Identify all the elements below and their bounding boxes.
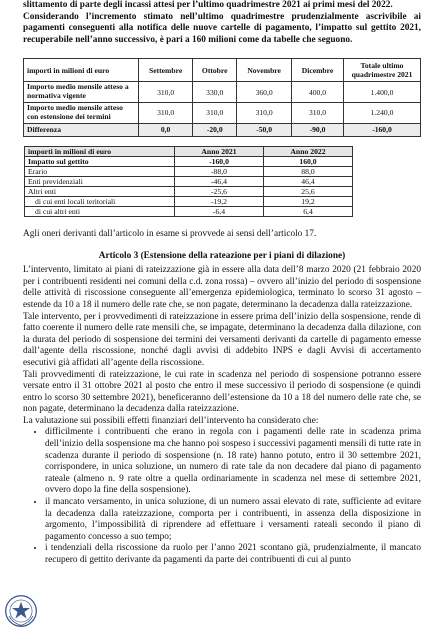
article-paragraph: La valutazione sui possibili effetti finanziari dell’intervento ha considerato che:	[23, 415, 319, 426]
table-cell: -20,0	[193, 123, 237, 136]
table-row	[25, 176, 353, 186]
row-label: Importo medio mensile atteso a normativa vigente	[24, 82, 139, 103]
table-cell: -90,0	[292, 123, 344, 136]
table-cell: -50,0	[237, 123, 292, 136]
table-row	[25, 206, 353, 216]
table-cell: 400,0	[292, 82, 344, 103]
article-paragraph: Tali provvedimenti di rateizzazione, le cui rate in scadenza nel periodo di sospensione potranno essere versate entro il 31 ottobre 2021 al posto che entro il mese successivo il periodo di sospensione (e quindi entro lo scorso 30 settembre 2021), beneficeranno dell’estensione da 10 a 18 del numero delle rate che, se non pagate, determinano la decadenza dalla rateizzazione.	[23, 369, 421, 415]
table-cell: 310,0	[292, 102, 344, 123]
table-header-row	[25, 146, 353, 156]
table-header-cell: importi in milioni di euro	[24, 59, 139, 82]
table-cell: -46,4	[175, 176, 264, 186]
row-label: Altri enti	[25, 186, 175, 196]
row-label: Erario	[25, 166, 175, 176]
table-cell: -160,0	[344, 123, 421, 136]
table-cell: 46,4	[264, 176, 353, 186]
list-item: • difficilmente i contribuenti che erano in regola con i pagamenti delle rate in scadenza prima dell’inizio della sospensione ma che hanno poi sospeso i successivi pagamenti mensili di tutte rate in scadenza durante il periodo di sospensione (n. 18 rate) hanno potuto, entro il 30 settembre 2021, corrispondere, in unica soluzione, un numero di rate tale da non decadere dal piano di pagamento rateale (almeno n. 9 rate oltre a quella ordinariamente in scadenza nel mese di settembre 2021, ovvero dopo la fine della sospensione).	[45, 427, 421, 497]
table-row	[25, 156, 353, 166]
table-row	[24, 82, 421, 103]
table-cell: -19,2	[175, 196, 264, 206]
table-cell: 6,4	[264, 206, 353, 216]
table-cell: -6,4	[175, 206, 264, 216]
table-header-cell: importi in milioni di euro	[25, 146, 175, 156]
table-cell: 88,0	[264, 166, 353, 176]
table-row	[25, 166, 353, 176]
table-cell: -160,0	[175, 156, 264, 166]
table-row	[24, 102, 421, 123]
list-item: • il mancato versamento, in unica soluzione, di un numero assai elevato di rate, sufficiente ad evitare la decadenza dalla rateizzazione, comporta per i contribuenti, in assenza della disposizione in argomento, l’impossibilità di riprendere ad effettuare i versamenti rateali secondo il piano di pagamento concesso a suo tempo;	[45, 497, 421, 543]
monthly-amounts-table	[23, 58, 421, 136]
table-cell: 330,0	[193, 82, 237, 103]
funding-note: Agli oneri derivanti dall’articolo in esame si provvede ai sensi dell’articolo 17.	[23, 228, 317, 239]
table-header-cell: Totale ultimo quadrimestre 2021	[344, 59, 421, 82]
article-paragraph: Tale intervento, per i provvedimenti di rateizzazione in essere prima dell’inizio della sospensione, rende di fatto coerente il numero delle rate mensili che, se impagate, determinano la decadenza dalla dilazione, con la durata del periodo di sospensione dei termini dei versamenti derivanti da cartelle di pagamento emesse dall’agente della riscossione, nonché dagli avvisi di addebito INPS e dagli Avvisi di accertamento esecutivi già affidati all’agente della riscossione.	[23, 311, 421, 368]
table-header-cell: Anno 2021	[175, 146, 264, 156]
bullet-list	[23, 427, 421, 566]
table-header-cell: Dicembre	[292, 59, 344, 82]
table-cell: -25,6	[175, 186, 264, 196]
continued-paragraph-line: slittamento di parte degli incassi attesi per l’ultimo quadrimestre 2021 ai primi mesi del 2022.	[23, 0, 393, 10]
table-cell: 160,0	[264, 156, 353, 166]
table-cell: 310,0	[237, 102, 292, 123]
table-header-cell: Novembre	[237, 59, 292, 82]
table-cell: 19,2	[264, 196, 353, 206]
article-paragraph: L’intervento, limitato ai piani di rateizzazione già in essere alla data dell’8 marzo 2020 (21 febbraio 2020 per i contribuenti residenti nei comuni della c.d. zona rossa) – ovvero all’inizio del periodo di sospensione delle attività di riscossione conseguente all’emergenza epidemiologica, terminato lo scorso 31 agosto – estende da 10 a 18 il numero delle rate che, se non pagate, determinano la decadenza dalla rateizzazione.	[23, 265, 421, 310]
row-label: di cui enti locali teritoriali	[25, 196, 175, 206]
article-title: Articolo 3 (Estensione della rateazione per i piani di dilazione)	[98, 251, 346, 262]
table-header-row	[24, 59, 421, 82]
row-label: Enti previdenziali	[25, 176, 175, 186]
revenue-impact-table	[24, 146, 353, 217]
document-page	[23, 0, 421, 567]
row-label: di cui altri enti	[25, 206, 175, 216]
table-header-cell: Ottobre	[193, 59, 237, 82]
row-label: Importo medio mensile atteso con estensione dei termini	[24, 102, 139, 123]
table-header-cell: Anno 2022	[264, 146, 353, 156]
table-cell: 1.400,0	[344, 82, 421, 103]
row-label: Differenza	[24, 123, 139, 136]
table-cell: 1.240,0	[344, 102, 421, 123]
table-cell: 25,6	[264, 186, 353, 196]
table-header-cell: Settembre	[139, 59, 193, 82]
table-cell: 310,0	[139, 82, 193, 103]
table-row	[25, 186, 353, 196]
table-cell: 360,0	[237, 82, 292, 103]
impact-paragraph: Considerando l’incremento stimato nell’ultimo quadrimestre prudenzialmente ascrivibile ai pagamenti conseguenti alla notifica delle nuove cartelle di pagamento, l’impatto sul gettito 2021, recuperabile nell’anno successivo, è pari a 160 milioni come da tabelle che seguono.	[23, 11, 421, 45]
table-cell: 310,0	[193, 102, 237, 123]
republic-emblem-icon	[4, 594, 38, 628]
list-item: • i tendenziali della riscossione da ruolo per l’anno 2021 scontano già, prudenzialmente, il mancato recupero di gettito derivante da pagamenti da parte dei contribuenti di cui al punto	[45, 543, 421, 566]
row-label: Impatto sul gettito	[25, 156, 175, 166]
table-row	[25, 196, 353, 206]
table-cell: 0,0	[139, 123, 193, 136]
table-cell: -88,0	[175, 166, 264, 176]
table-cell: 310,0	[139, 102, 193, 123]
table-row-difference	[24, 123, 421, 136]
